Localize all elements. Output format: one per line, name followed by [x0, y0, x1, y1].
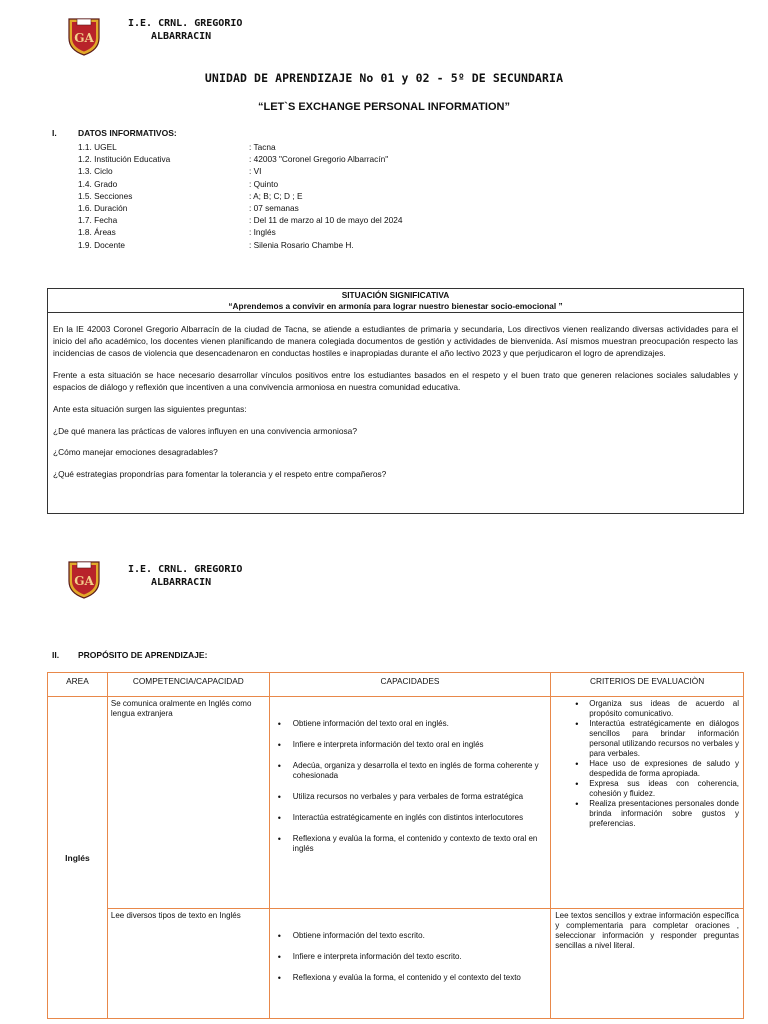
list-item: • Infiere e interpreta información del texto escrito. [274, 952, 546, 962]
info-value: : Del 11 de marzo al 10 de mayo del 2024 [249, 215, 403, 226]
section-2-title: PROPÓSITO DE APRENDIZAJE: [78, 650, 208, 660]
info-row [78, 226, 402, 238]
list-item: • Adecúa, organiza y desarrolla el texto en inglés de forma coherente y cohesionada [274, 761, 546, 781]
info-row [78, 202, 402, 214]
info-value: : Inglés [249, 227, 276, 238]
school-name [128, 563, 242, 589]
info-row [78, 239, 402, 251]
list-item: • Expresa sus ideas con coherencia, cohesión y fluidez. [555, 779, 739, 799]
situation-box [47, 288, 744, 514]
capacidades-list [270, 719, 550, 854]
criterio-text: Lee textos sencillos y extrae información específica y complementaria para completar oraciones , seleccionar información y responder preguntas sencillas a nivel literal. [555, 911, 739, 950]
list-item: • Hace uso de expresiones de saludo y despedida de forma apropiada. [555, 759, 739, 779]
info-label: 1.6. Duración [78, 202, 128, 213]
info-label: 1.2. Institución Educativa [78, 154, 171, 165]
info-label: 1.9. Docente [78, 239, 126, 250]
school-name-line2: ALBARRACIN [151, 31, 212, 42]
list-item: • Obtiene información del texto oral en inglés. [274, 719, 546, 729]
info-value: : Quinto [249, 178, 279, 189]
situation-question: ¿Cómo manejar emociones desagradables? [53, 447, 218, 458]
section-2-heading [52, 650, 207, 660]
list-item: • Realiza presentaciones personales donde brinda información sobre gustos y preferencias. [555, 799, 739, 829]
info-value: : Tacna [249, 142, 276, 152]
situation-heading: SITUACIÓN SIGNIFICATIVA [341, 290, 450, 300]
info-label: 1.5. Secciones [78, 190, 133, 201]
competencia-text: Se comunica oralmente en Inglés como lengua extranjera [110, 699, 252, 718]
competencia-cell [107, 909, 269, 1019]
info-row [78, 141, 402, 153]
list-item: • Obtiene información del texto escrito. [274, 931, 546, 941]
section-1-number: I. [52, 128, 57, 138]
info-value: : 07 semanas [249, 202, 299, 213]
list-item: • Reflexiona y evalúa la forma, el contenido y contexto de texto oral en inglés [274, 834, 546, 854]
info-row [78, 165, 402, 177]
situation-paragraph: Frente a esta situación se hace necesario desarrollar vínculos positivos entre los estudiantes basados en el respeto y el buen trato que generen relaciones sociales saludables y espacios de diálogo y reflexión que incentiven a una convivencia armoniosa en nuestra comunidad educativa. [53, 370, 738, 393]
info-label: 1.3. Ciclo [78, 166, 113, 177]
criterios-list [551, 697, 743, 829]
svg-text:GA: GA [74, 574, 94, 588]
school-crest-logo [66, 559, 102, 599]
capacidades-list [270, 931, 550, 983]
list-item: • Utiliza recursos no verbales y para verbales de forma estratégica [274, 792, 546, 802]
section-2-number: II. [52, 650, 60, 660]
column-header-area: AREA [48, 673, 108, 697]
table-header-row [48, 673, 744, 697]
area-cell: Inglés [48, 697, 108, 1019]
table-row [48, 909, 744, 1019]
situation-subheading: “Aprendemos a convivir en armonía para lograr nuestro bienestar socio-emocional ” [228, 301, 563, 311]
info-value: : A; B; C; D ; E [249, 190, 303, 201]
school-name-line1: I.E. CRNL. GREGORIO [128, 18, 243, 29]
section-1-title: DATOS INFORMATIVOS: [78, 128, 177, 138]
criterios-cell [551, 697, 744, 909]
competencia-cell [107, 697, 269, 909]
svg-text:GA: GA [74, 31, 94, 45]
info-row [78, 190, 402, 202]
competencia-text: Lee diversos tipos de texto en Inglés [110, 911, 241, 920]
section-1-heading [52, 128, 177, 138]
purpose-table [47, 672, 744, 1019]
info-value: : Silenia Rosario Chambe H. [249, 239, 354, 250]
situation-question: ¿De qué manera las prácticas de valores influyen en una convivencia armoniosa? [53, 425, 357, 436]
info-label: 1.8. Áreas [78, 227, 116, 238]
school-header [66, 16, 242, 56]
school-name-line1: I.E. CRNL. GREGORIO [128, 564, 243, 575]
info-row [78, 214, 402, 226]
info-value: : 42003 "Coronel Gregorio Albarracín" [249, 154, 389, 165]
unit-subtitle: “LET`S EXCHANGE PERSONAL INFORMATION” [258, 101, 510, 113]
capacidades-cell [269, 909, 550, 1019]
list-item: • Interactúa estratégicamente en inglés con distintos interlocutores [274, 813, 546, 823]
capacidades-cell [269, 697, 550, 909]
info-label: 1.4. Grado [78, 178, 118, 189]
criterios-cell [551, 909, 744, 1019]
list-item: • Interactúa estratégicamente en diálogos sencillos para brindar información personal utilizando recursos no verbales y para verbales. [555, 719, 739, 759]
unit-title: UNIDAD DE APRENDIZAJE No 01 y 02 - 5º DE SECUNDARIA [204, 71, 564, 85]
situation-paragraph: Ante esta situación surgen las siguientes preguntas: [53, 404, 247, 415]
school-header [66, 559, 242, 599]
info-label: 1.1. UGEL [78, 142, 117, 152]
info-value: : VI [249, 166, 262, 177]
table-row [48, 697, 744, 909]
situation-question: ¿Qué estrategias propondrías para fomentar la tolerancia y el respeto entre compañeros? [53, 469, 387, 480]
column-header-competencia: COMPETENCIA/CAPACIDAD [107, 673, 269, 697]
school-name [128, 17, 242, 43]
list-item: • Organiza sus ideas de acuerdo al propósito comunicativo. [555, 699, 739, 719]
info-row [78, 153, 402, 165]
school-name-line2: ALBARRACIN [151, 577, 212, 588]
info-list [78, 141, 402, 251]
list-item: • Infiere e interpreta información del texto oral en inglés [274, 740, 546, 750]
school-crest-logo [66, 16, 102, 56]
situation-body [48, 313, 743, 480]
column-header-criterios: CRITERIOS DE EVALUACIÒN [551, 673, 744, 697]
list-item: • Reflexiona y evalúa la forma, el contenido y el contexto del texto [274, 973, 546, 983]
situation-paragraph: En la IE 42003 Coronel Gregorio Albarracín de la ciudad de Tacna, se atiende a estudiantes de primaria y secundaria, Los directivos vienen realizando diversas actividades para el inicio del año académico, los docentes vienen planificando de manera colegiada documentos de gestión y actividades de bienvenida. Así mismos muestran preocupación respecto las incidencias de casos de violencia que desencadenaron en conductas hostiles e inapropiadas durante el año lectivo 2023 y que perjudicaron el logro de aprendizajes. [53, 324, 738, 359]
situation-header [48, 289, 743, 313]
info-row [78, 178, 402, 190]
info-label: 1.7. Fecha [78, 215, 118, 226]
column-header-capacidades: CAPACIDADES [269, 673, 550, 697]
